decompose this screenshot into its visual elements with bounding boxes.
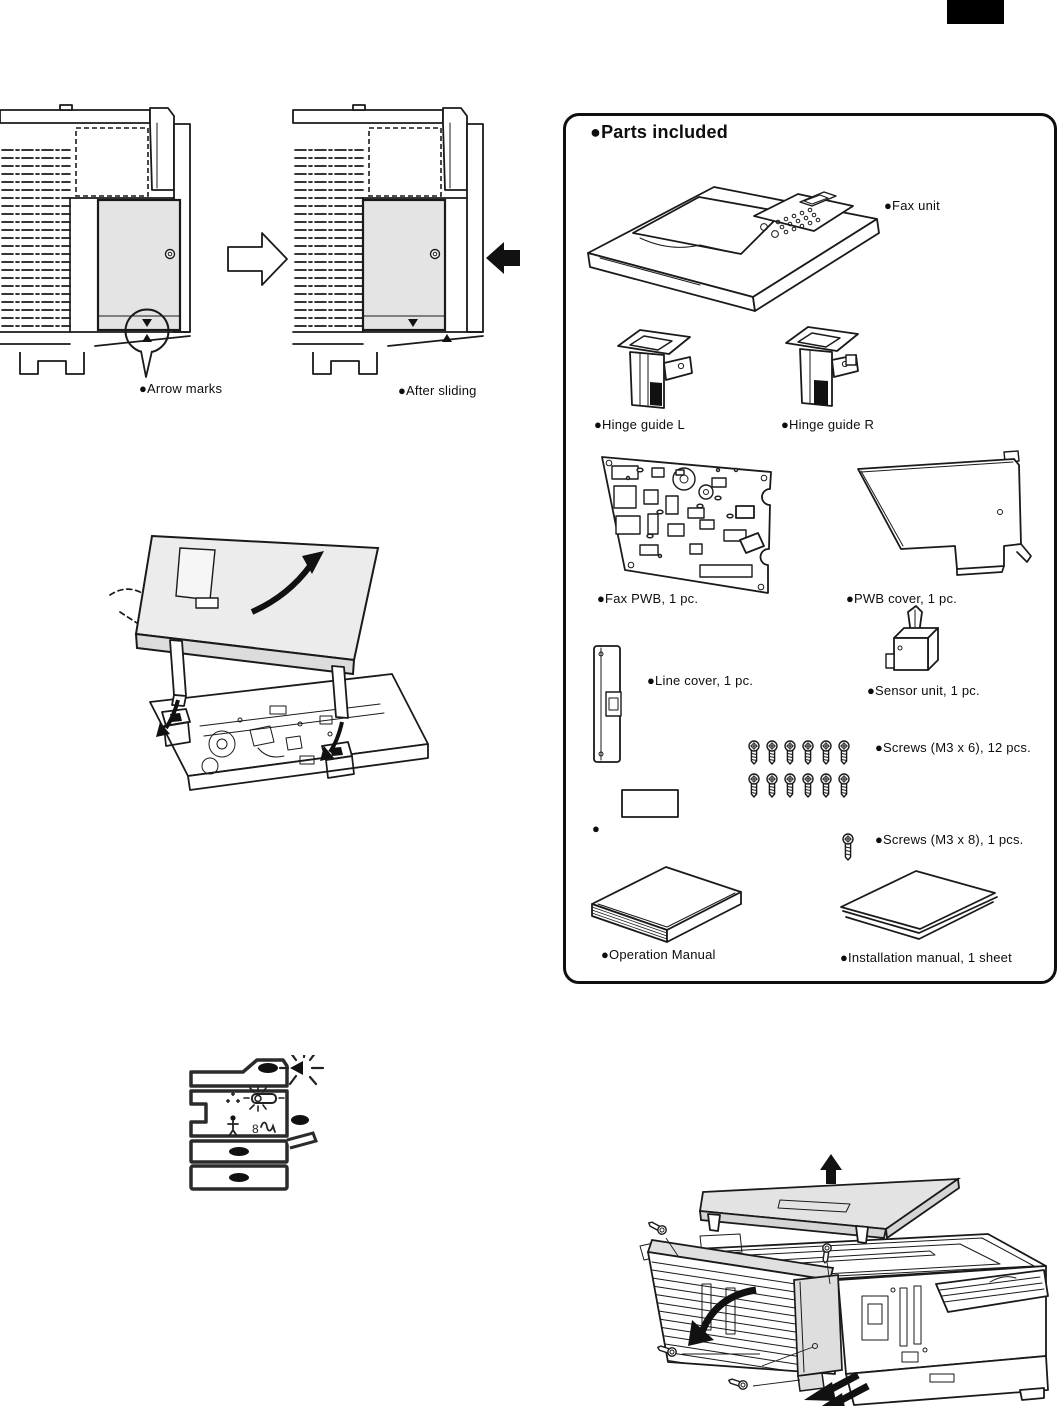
- parts-included-box: [563, 113, 1057, 984]
- fax-pwb-label: ●Fax PWB, 1 pc.: [597, 591, 699, 606]
- screw-m3x8-illustration: [843, 834, 853, 860]
- copier-before-sliding: [0, 105, 190, 377]
- copier-after-sliding: [293, 105, 520, 374]
- hinge-guide-l-illustration: [618, 330, 692, 408]
- slide-direction-arrow: [228, 233, 287, 285]
- installation-manual-illustration: [841, 871, 997, 939]
- screws-m3x8-label: ●Screws (M3 x 8), 1 pcs.: [875, 832, 1024, 847]
- stray-bullet: ●: [592, 821, 601, 836]
- svg-text:8: 8: [252, 1122, 259, 1136]
- after-sliding-label: ●After sliding: [398, 383, 477, 398]
- hinge-guide-r-illustration: [786, 327, 858, 406]
- parts-illustrations: [563, 113, 1057, 984]
- copier-top-illustration: [150, 674, 428, 790]
- blank-box: [622, 790, 678, 817]
- hinge-guide-l-label: ●Hinge guide L: [594, 417, 685, 432]
- line-cover-illustration: [594, 646, 621, 762]
- arrow-marks-label: ●Arrow marks: [139, 381, 223, 396]
- fax-unit-install-figure: [98, 495, 430, 805]
- lift-up-arrow: [820, 1154, 842, 1184]
- cover-hinge-tab: [708, 1214, 720, 1231]
- screws-m3x6-label: ●Screws (M3 x 6), 12 pcs.: [875, 740, 1031, 755]
- panel-screw: [166, 250, 175, 259]
- cover-removal-figure: [628, 1152, 1062, 1406]
- sensor-unit-label: ●Sensor unit, 1 pc.: [867, 683, 980, 698]
- callout-pointer: [141, 351, 152, 377]
- arrow-mark-up: [142, 334, 152, 342]
- fax-unit-label: ●Fax unit: [884, 198, 940, 213]
- screws-m3x6-illustration: [749, 741, 849, 797]
- hinge-guide-r-label: ●Hinge guide R: [781, 417, 875, 432]
- line-cover-label: ●Line cover, 1 pc.: [647, 673, 754, 688]
- cover-hinge-tab: [856, 1226, 868, 1243]
- push-left-arrow: [486, 242, 520, 274]
- top-cover-illustration: [700, 1179, 959, 1243]
- arrow-mark-up: [442, 334, 452, 342]
- fax-unit-illustration: [588, 187, 879, 311]
- parts-included-title: ●Parts included: [590, 122, 728, 142]
- fax-pwb-illustration: [602, 457, 771, 593]
- operation-manual-label: ●Operation Manual: [601, 947, 716, 962]
- page-corner-tab: [947, 0, 1004, 24]
- operation-manual-illustration: [592, 867, 741, 942]
- installation-manual-label: ●Installation manual, 1 sheet: [840, 950, 1012, 965]
- pwb-cover-label: ●PWB cover, 1 pc.: [846, 591, 957, 606]
- pwb-cover-illustration: [858, 451, 1031, 575]
- sensor-unit-illustration: [886, 606, 938, 670]
- panel-indicator-figure: [185, 1055, 335, 1195]
- power-button: [258, 1063, 278, 1073]
- slide-panel-figure: [0, 100, 530, 402]
